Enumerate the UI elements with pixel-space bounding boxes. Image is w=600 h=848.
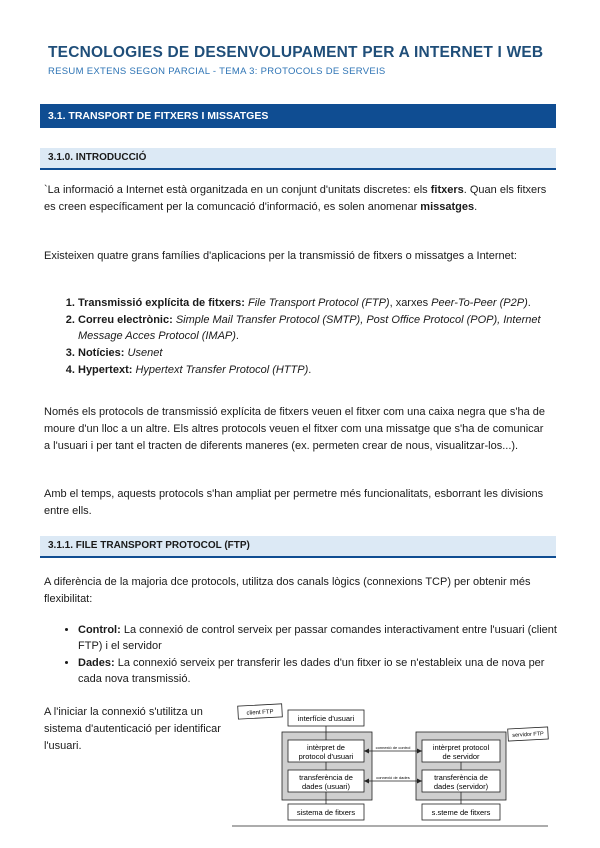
families-paragraph: Existeixen quatre grans famílies d'aplicacions per la transmissió de fitxers o missatges a Internet: xyxy=(44,250,517,262)
list-item xyxy=(78,622,568,654)
list-item xyxy=(78,345,568,361)
list-item-text: Simple Mail Transfer Protocol (SMTP), Post Office Protocol (POP), Internet Message Acces Protocol (IMAP) xyxy=(78,314,541,342)
client-dtp-label-1: transferència de xyxy=(299,773,353,782)
server-tag-label: servidor FTP xyxy=(512,731,544,739)
intro-paragraph xyxy=(44,182,552,216)
list-item-text: Usenet xyxy=(127,347,163,359)
ftp-architecture-diagram xyxy=(232,700,552,830)
document-subtitle: RESUM EXTENS SEGON PARCIAL - TEMA 3: PROTOCOLS DE SERVEIS xyxy=(48,66,386,77)
intro-text-c: . Quan els fitxers es creen específicament per la comuncació d'informació, es solen anomenar xyxy=(44,184,547,213)
blackbox-paragraph: Només els protocols de transmissió explícita de fitxers veuen el fitxer com una caixa negra que s'ha de moure d'un lloc a un altre. Els altres protocols veuen el fitxer com una missatge que s'ha de comunicar a l'usuari i per tant el tracten de diferents maneres (ex. permeten crear de nous, visualitzar-los...). xyxy=(44,406,546,452)
list-item xyxy=(78,655,568,687)
list-item xyxy=(78,312,568,344)
list-item-rest: , xarxes xyxy=(389,297,432,309)
list-item-label: Hypertext: xyxy=(78,364,133,376)
auth-paragraph: A l'iniciar la connexió s'utilitza un sistema d'autenticació per identificar l'usuari. xyxy=(44,706,221,752)
list-item-label: Correu electrònic: xyxy=(78,314,173,326)
section-heading-3-1: 3.1. TRANSPORT DE FITXERS I MISSATGES xyxy=(40,104,556,128)
subsection-heading-3-1-0: 3.1.0. INTRODUCCIÓ xyxy=(40,148,556,170)
user-interface-label: interfície d'usuari xyxy=(297,714,355,723)
client-pi-label-1: intèrpret de xyxy=(307,743,345,752)
list-item xyxy=(78,295,568,311)
intro-term-fitxers: fitxers xyxy=(430,184,464,196)
list-item-label: Transmissió explícita de fitxers: xyxy=(78,297,245,309)
client-dtp-label-2: dades (usuari) xyxy=(302,782,350,791)
control-connection-label: connexió de control xyxy=(375,745,411,750)
families-list xyxy=(58,295,568,379)
intro-term-missatges: missatges xyxy=(420,201,475,213)
channels-list xyxy=(58,622,568,688)
list-item-text: File Transport Protocol (FTP) xyxy=(247,297,390,309)
subsection-heading-3-1-1: 3.1.1. FILE TRANSPORT PROTOCOL (FTP) xyxy=(40,536,556,558)
bullet-text: La connexió de control serveix per passar comandes interactivament entre l'usuari (client FTP) i el servidor xyxy=(78,624,557,652)
list-item-end: . xyxy=(235,330,239,342)
list-item-label: Notícies: xyxy=(78,347,125,359)
list-item-end: . xyxy=(308,364,312,376)
client-tag-label: client FTP xyxy=(246,709,274,717)
list-item-end: . xyxy=(527,297,531,309)
bullet-label: Dades: xyxy=(78,657,115,669)
data-connection-label: connexió de dades xyxy=(376,775,410,780)
list-item xyxy=(78,362,568,378)
list-item-text: Hypertext Transfer Protocol (HTTP) xyxy=(135,364,309,376)
bullet-label: Control: xyxy=(78,624,121,636)
server-dtp-label-2: dades (servidor) xyxy=(433,782,489,791)
intro-text-e: . xyxy=(474,201,478,213)
client-pi-label-2: protocol d'usuari xyxy=(298,752,354,761)
server-pi-label-2: de servidor xyxy=(442,752,480,761)
client-fs-label: sistema de fitxers xyxy=(296,808,356,817)
server-dtp-label-1: transferència de xyxy=(434,773,488,782)
server-pi-label-1: intèrpret protocol xyxy=(432,743,490,752)
server-fs-label: s.steme de fitxers xyxy=(431,808,491,817)
bullet-text: La connexió serveix per transferir les dades d'un fitxer io se n'estableix una de nova per cada nova transmissió. xyxy=(78,657,545,685)
document-title: TECNOLOGIES DE DESENVOLUPAMENT PER A INTERNET I WEB xyxy=(48,44,544,61)
intro-text-a: `La informació a Internet està organitzada en un conjunt d'unitats discretes: els xyxy=(44,184,431,196)
evolution-paragraph: Amb el temps, aquests protocols s'han ampliat per permetre més funcionalitats, esborrant les divisions entre ells. xyxy=(44,488,544,517)
ftp-paragraph: A diferència de la majoria dce protocols, utilitza dos canals lògics (connexions TCP) per obtenir més flexibilitat: xyxy=(44,576,531,605)
list-item-text2: Peer-To-Peer (P2P) xyxy=(431,297,528,309)
